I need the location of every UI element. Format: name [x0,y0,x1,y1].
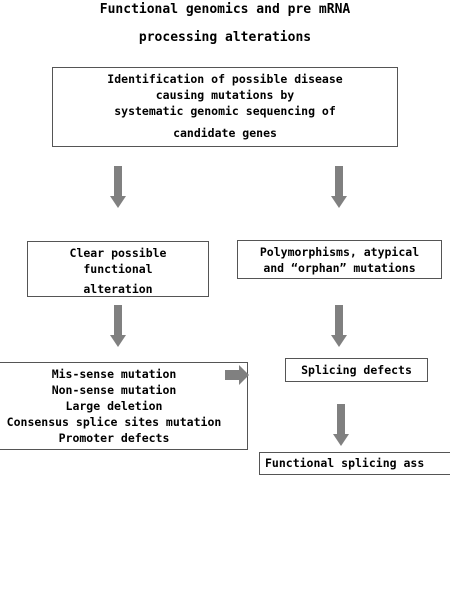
identification-line: Identification of possible disease [107,72,343,86]
mutation-list-item: Mis-sense mutation [51,367,177,381]
clear-alteration-line: Clear possible [69,246,167,260]
arrow-down-right-1 [331,166,347,208]
functional-assay-label: Functional splicing ass [265,456,425,470]
identification-line: systematic genomic sequencing of [114,104,336,118]
clear-alteration-box [27,241,209,297]
clear-alteration-line: functional [83,262,153,276]
arrow-down-right-2 [331,305,347,347]
splicing-defects-box [285,358,428,382]
polymorphisms-box [237,240,442,279]
mutation-list-item: Large deletion [65,399,163,413]
identification-line: causing mutations by [155,88,295,102]
diagram-title-line-1: Functional genomics and pre mRNA [99,2,351,17]
arrow-down-left-2 [110,305,126,347]
clear-alteration-line: alteration [83,282,153,296]
polymorphisms-line: Polymorphisms, atypical [259,245,420,259]
polymorphisms-line: and “orphan” mutations [263,261,416,275]
identification-line: candidate genes [173,126,277,140]
identification-box [52,67,398,147]
functional-assay-box [259,452,450,475]
arrow-down-left-1 [110,166,126,208]
arrow-right [225,365,249,385]
arrow-down-right-3 [333,404,349,446]
splicing-defects-label: Splicing defects [301,363,412,377]
mutation-list-item: Non-sense mutation [51,383,177,397]
mutation-list-item: Promoter defects [58,431,170,445]
mutation-list-box [0,362,248,450]
diagram-title-line-2: processing alterations [138,30,312,45]
mutation-list-item: Consensus splice sites mutation [6,415,222,429]
